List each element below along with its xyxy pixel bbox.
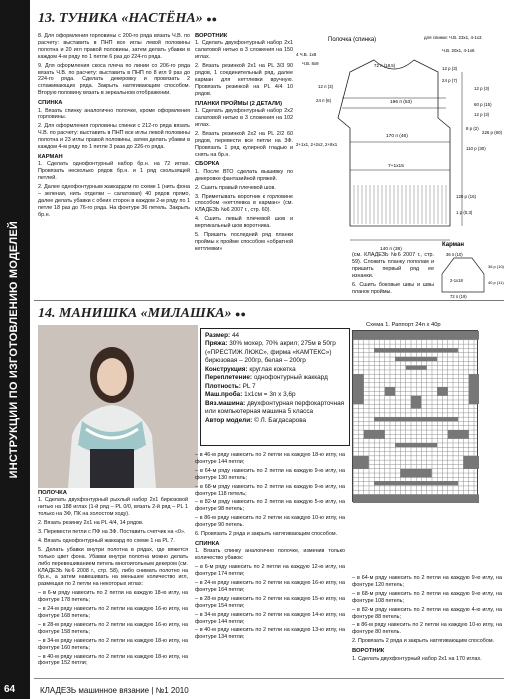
section-divider: [34, 300, 504, 301]
text-c3-l4: – в 86-м ряду навесить по 2 петли на каждую 10-ю иглу, на фонтуре 80 петель.: [352, 622, 502, 636]
sidebar-label: ИНСТРУКЦИИ ПО ИЗГОТОВЛЕНИЮ МОДЕЛЕЙ: [8, 220, 21, 479]
diagram-label-4: 12 п (3): [318, 84, 334, 89]
diagram-label-19: для спинки: Ч.В. 23х1, 4-1х3: [424, 35, 482, 40]
heading-spina: СПИНКА: [38, 100, 63, 107]
text-pol-l5: – в 40-м ряду навесить по 2 петли на каждую 18-ю иглу, на фонтуре 152 петли;: [38, 653, 188, 667]
heading-spina-2: СПИНКА: [195, 540, 220, 547]
text-col3-p6: 6. Сшить боковые швы и швы планок проймы.: [352, 281, 434, 295]
model-photo-illustration: [38, 325, 198, 488]
diagram-label-8: 7+1х15: [388, 164, 404, 169]
text-c3-v1: 1. Сделать двухфонтурный набор 2х1 на 170 иглах.: [352, 655, 482, 662]
karman-title: Карман: [442, 242, 464, 248]
diagram-label-15: 110 р (30): [466, 146, 486, 151]
text-c3-l1: – в 64-м ряду навесить по 2 петли на каждую 9-ю иглу, на фонтуре 120 петель;: [352, 575, 502, 588]
text-sp-1: 1. Вязать спинку аналогично полочке, изменив только количество убавок:: [195, 548, 345, 562]
model-photo: [38, 325, 198, 488]
heading-karman: КАРМАН: [38, 154, 63, 160]
karman-label-4: 40 р (11): [488, 280, 504, 285]
section2-title: 14. МАНИШКА «МИЛАШКА» ●●: [38, 306, 246, 321]
karman-label-1: 36 п (10): [446, 252, 463, 257]
text-c3-p2: 2. Провязать 2 ряда и закрыть натягивающим способом.: [352, 638, 495, 645]
schema-pattern: [353, 331, 479, 503]
text-p8: 8. Для оформления горловины с 200-го ряда вязать Ч.В. по расчету: выставить в ПНП все иглы левой половины полотна и 20 игл правой половины, затем делать убавки в каждом 4-м ряду по 1 петле 6 раз до 224-го ряда.: [38, 33, 190, 60]
text-karman-1: 1. Сделать однофонтурный набор бр.н. на 72 иглах. Провязать несколько рядов бр.н. и 1 ряд скользящей петлей.: [38, 161, 190, 182]
text-sp-3: – в 24-м ряду навесить по 2 петли на каждую 16-ю иглу, на фонтуре 164 петли;: [195, 580, 345, 593]
text-vorot-2: 2. Вязать резинкой 2х1 на PL 3/3 90 рядов, 1 соединительный ряд, далее карман для кеттлевки вручную. Провязать резинкой на PL 4/4 10 рядов.: [195, 63, 293, 97]
text-pol-5: 5. Делать убавки внутри полотна в рядах, где вяжется только цвет фона. Убавки внутри полотна можно делать либо перевешиванием петель многоигольным декером (см. КЛАДЕЗЬ №6 2008 г., стр. 58), либо снимать полотно на бр.н., а затем навешивать на меньшее количество игл, размещая по 2 петли на некоторых иглах:: [38, 546, 188, 588]
text-sborka-1: 1. После ВТО сделать вышивку по декеровке фантазийной пряжей.: [195, 168, 293, 182]
schema-title: Схема 1. Раппорт 24п х 40р: [366, 322, 441, 328]
heading-sborka: СБОРКА: [195, 161, 220, 168]
karman-diagram: [436, 240, 506, 300]
text-sborka-4: 4. Сшить левый плечевой шов и вертикальный шов воротника.: [195, 216, 293, 230]
karman-label-3: 36 р (10): [488, 264, 505, 269]
diagram-label-2: Ч.В. 8х9: [302, 61, 319, 66]
text-c2-l1: – в 46-м ряду навесить по 2 петли на каждую 18-ю иглу, на фонтуре 144 петли;: [195, 452, 345, 465]
text-planki-1: 1. Сделать двухфонтурный набор 2х2 салатовой нитью в 3 сложения на 102 иглах.: [195, 108, 293, 128]
text-pol-l4: – в 34-м ряду навесить по 2 петли на каждую 18-ю иглу, на фонтуре 160 петель;: [38, 637, 188, 651]
text-spina-2: 2. Для оформления горловины спинки с 212-го ряда вязать Ч.В. по расчету: выставить в ПНП все иглы левой половины полотна и 23 иглы правой половины, затем делать убавки в каждом 4-м ряду по 1 петле 3 раза до 226-го ряда.: [38, 123, 190, 151]
text-c2-l3: – в 68-м ряду навесить по 2 петли на каждую 9-ю иглу, на фонтуре 118 петель;: [195, 483, 345, 497]
diagram-label-14: 226 р (60): [482, 130, 503, 135]
schema-grid: [352, 330, 478, 502]
heading-planki: ПЛАНКИ ПРОЙМЫ (2 ДЕТАЛИ): [195, 100, 283, 107]
text-c2-l4: – в 82-м ряду навесить по 2 петли на каждую 5-ю иглу, на фонтуре 98 петель;: [195, 499, 345, 513]
text-vorot-1: 1. Сделать двухфонтурный набор 2х1 салатовой нитью в 3 сложения на 150 иглах.: [195, 40, 293, 61]
text-sp-2: – в 6-м ряду навесить по 2 петли на каждую 12-ю иглу, на фонтуре 174 петли;: [195, 564, 345, 578]
section1-title: 13. ТУНИКА «НАСТЁНА» ●●: [38, 11, 218, 26]
text-pol-1: 1. Сделать двухфонтурный рыхлый набор 2х1 бирюзовой нитью на 188 иглах (1-й ряд – PL 0/0, вязать 2-й ряд – PL 1 только на ЗФ, ПК на холостом ходу).: [38, 497, 188, 518]
text-pol-2: 2. Вязать резинку 2х1 на PL 4/4, 14 рядов.: [38, 520, 144, 527]
text-sp-4: – в 28-м ряду навесить по 2 петли на каждую 15-ю иглу, на фонтуре 154 петли;: [195, 595, 345, 609]
text-sp-5: – в 34-м ряду навесить по 2 петли на каждую 14-ю иглу, на фонтуре 144 петли;: [195, 611, 345, 625]
polochka-diagram: [296, 30, 504, 252]
text-sborka-2: 2. Сшить правый плечевой шов.: [195, 184, 276, 191]
text-p9: 9. Для оформления скоса плеча по линии со 206-го ряда вязать Ч.В. по расчету: выставить в ПНП по 8 игл 9 раз до 224-го ряда. Сделать декеровку и провязать 2 сглаживающих ряда. Закрыть натягивающим способом. Вторую половину вязать в зеркальном отображении.: [38, 62, 190, 97]
text-karman-2: 2. Далее однофонтурным жаккардом по схеме 1 (нить фона – зеленая, нить отделки – салатовая) 40 рядов прямо, далее делать убавки с обеих сторон в каждом 2-м ряду по 1 петле 18 раз до 76-го ряда. На фонтуре 36 петель. Закрыть бр.н.: [38, 184, 190, 218]
section2-col1: [38, 490, 188, 670]
diagram-label-13: 8 р (2): [466, 126, 479, 131]
text-sborka-5: 5. Пришить последний ряд планки проймы к пройме способом «обратной кеттлевки»: [195, 232, 293, 252]
section1-col2: [195, 33, 293, 298]
text-pol-3: 3. Перевести петли с ПФ на ЗФ. Поставить счетчик на «0».: [38, 529, 186, 536]
text-spina-1: 1. Вязать спинку аналогично полочке, кроме оформления горловины.: [38, 107, 190, 121]
footer-rule: [34, 678, 504, 679]
diagram-label-12: 12 р (3): [474, 112, 490, 117]
text-c2-l2: – в 64-м ряду навесить по 2 петли на каждую 9-ю иглу, на фонтуре 130 петель;: [195, 467, 345, 481]
text-pol-l2: – в 24-м ряду навесить по 2 петли на каждую 16-ю иглу, на фонтуре 168 петель;: [38, 606, 188, 619]
karman-label-2: 2-1х18: [450, 278, 463, 283]
diagram-label-9: 140 п (38): [380, 247, 402, 252]
page-number: 64: [4, 684, 16, 695]
text-pol-4: 4. Вязать однофонтурный жаккард по схеме 1 на PL 7.: [38, 537, 175, 544]
footer-text: КЛАДЕЗЬ машинное вязание | №1 2010: [40, 686, 189, 695]
spec-box: Размер: 44 Пряжа: 30% мохер, 70% акрил; 275м в 50гр («ПРЕСТИЖ ЛЮКС», фирма «КАМТЕКС») бирюзовая – 200гр, белая – 200гр Конструкция: круглая кокетка Переплетение: однофонтурный жаккард Плотность: PL 7 Маш.проба: 1х1см = 3п х 3,6р Вяз.машина: двухфонтурная перфокарточная или компьютерная машина 5 класса Автор модели: © Л. Багдасарова: [200, 328, 350, 446]
section2-col3: [352, 575, 502, 670]
text-sborka-3: 3. Приметывать воротник к горловине способом «кеттлевка в карман» (см. КЛАДЕЗЬ №6 2007 г., стр. 60).: [195, 193, 293, 214]
diagram-label-22: 24 р (7): [442, 78, 458, 83]
text-sp-6: – в 40-м ряду навесить по 2 петли на каждую 13-ю иглу, на фонтуре 134 петли;: [195, 627, 345, 641]
karman-label-5: 72 п (19): [450, 294, 467, 299]
diagram-label-21: 12 р (3): [442, 66, 458, 71]
text-pol-l1: – в 6-м ряду навесить по 2 петли на каждую 18-ю иглу, на фонтуре 178 петель;: [38, 590, 188, 604]
diagram-label-3: 72 п (18,5): [374, 63, 396, 68]
diagram-label-5: 24 п (6): [316, 98, 332, 103]
diagram-label-16: 120 р (16): [456, 194, 477, 199]
diagram-title: Полочка (спинка): [328, 37, 377, 43]
diagram-label-18: 1 р (0,3): [456, 210, 473, 215]
heading-polochka: ПОЛОЧКА: [38, 490, 67, 496]
text-c3-l2: – в 68-м ряду навесить по 2 петли на каждую 9-ю иглу, на фонтуре 108 петель;: [352, 590, 502, 604]
diagram-label-10: 12 р (3): [474, 86, 490, 91]
diagram-label-20: Ч.В. 20х1, 4-1х6: [442, 48, 475, 53]
section1-col3: [352, 252, 434, 310]
section1-col1: [38, 33, 190, 295]
section2-col2: [195, 452, 345, 670]
heading-vorotnik: ВОРОТНИК: [195, 33, 228, 39]
text-planki-2: 2. Вязать резинкой 2х2 на PL 2/2 60 рядов, перевести все петли на 3Ф. Провязать 1 ряд кулирной гладью и снять на бр.н.: [195, 130, 293, 158]
diagram-label-7: 170 п (46): [386, 134, 408, 139]
text-c2-l5: – в 86-м ряду навесить по 2 петли на каждую 10-ю иглу, на фонтуре 90 петель.: [195, 515, 345, 529]
heading-vorotnik-2: ВОРОТНИК: [352, 648, 385, 655]
diagram-label-17: 2+1х1, 2+2х2, 2+8х1: [296, 142, 338, 147]
text-col3: (см. КЛАДЕЗЬ №6 2007 г., стр. 59). Сложить планку пополам и пришить первый ряд ее изнанки.: [352, 252, 434, 279]
diagram-label-6: 196 п (53): [390, 100, 412, 105]
text-c2-p6: 6. Провязать 2 ряда и закрыть натягивающим способом.: [195, 531, 338, 538]
text-c3-l3: – в 82-м ряду навесить по 2 петли на каждую 4-ю иглу, на фонтуре 88 петель;: [352, 606, 502, 620]
diagram-label-1: 4 Ч.В. 1х8: [296, 52, 317, 57]
text-pol-l3: – в 28-м ряду навесить по 2 петли на каждую 16-ю иглу, на фонтуре 158 петель;: [38, 621, 188, 635]
diagram-label-11: 60 р (15): [474, 102, 492, 107]
